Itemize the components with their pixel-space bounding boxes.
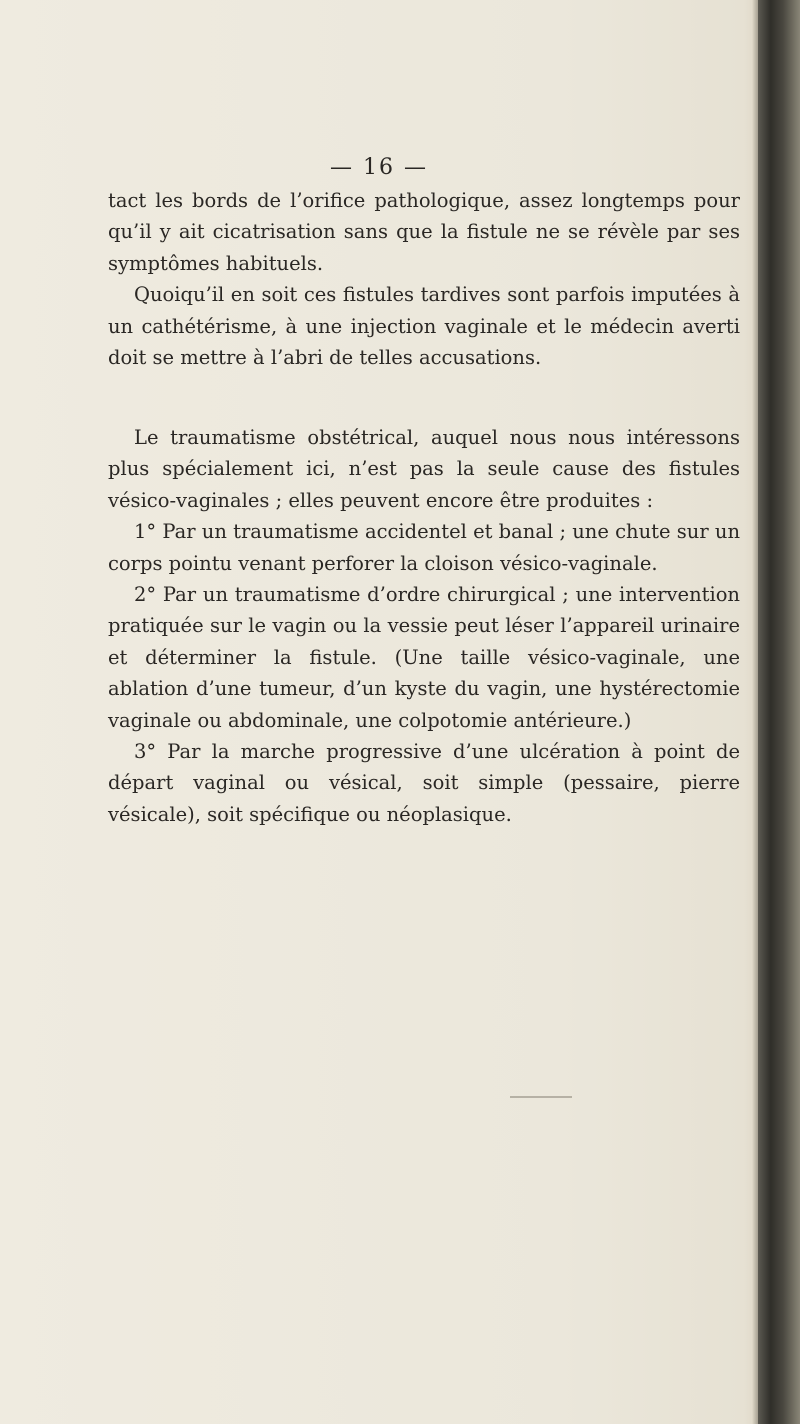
text-block-top: [108, 185, 740, 373]
page-number-header: — 16 —: [330, 155, 428, 180]
paragraph: Le traumatisme obstétrical, auquel nous nous intéressons plus spécialement ici, n’est pas la seule cause des fistules vésico-vaginales ; elles peuvent encore être produites :: [108, 426, 740, 512]
paragraph: Quoiqu’il en soit ces fistules tardives sont parfois imputées à un cathétérisme, à une injection vaginale et le médecin averti doit se mettre à l’abri de telles accusations.: [108, 283, 740, 370]
decorative-rule: [510, 1096, 572, 1098]
facing-page-gutter: [758, 0, 800, 1424]
text-block-bottom: [108, 422, 740, 830]
paragraph-continuation: tact les bords de l’orifice pathologique, assez longtemps pour qu’il y ait cicatrisation sans que la fistule ne se révèle par ses symptômes habituels.: [108, 189, 740, 275]
list-item-1: 1° Par un traumatisme accidentel et banal ; une chute sur un corps pointu venant perforer la cloison vésico-vaginale.: [108, 520, 740, 575]
list-item-3: 3° Par la marche progressive d’une ulcération à point de départ vaginal ou vésical, soit simple (pessaire, pierre vésicale), soit spécifique ou néoplasique.: [108, 740, 740, 826]
list-item-2: 2° Par un traumatisme d’ordre chirurgical ; une intervention pratiquée sur le vagin ou la vessie peut léser l’appareil urinaire et déterminer la fistule. (Une taille vésico-vaginale, une ablation d’une tumeur, d’un kyste du vagin, une hystérectomie vaginale ou abdominale, une colpotomie antérieure.): [108, 583, 740, 732]
